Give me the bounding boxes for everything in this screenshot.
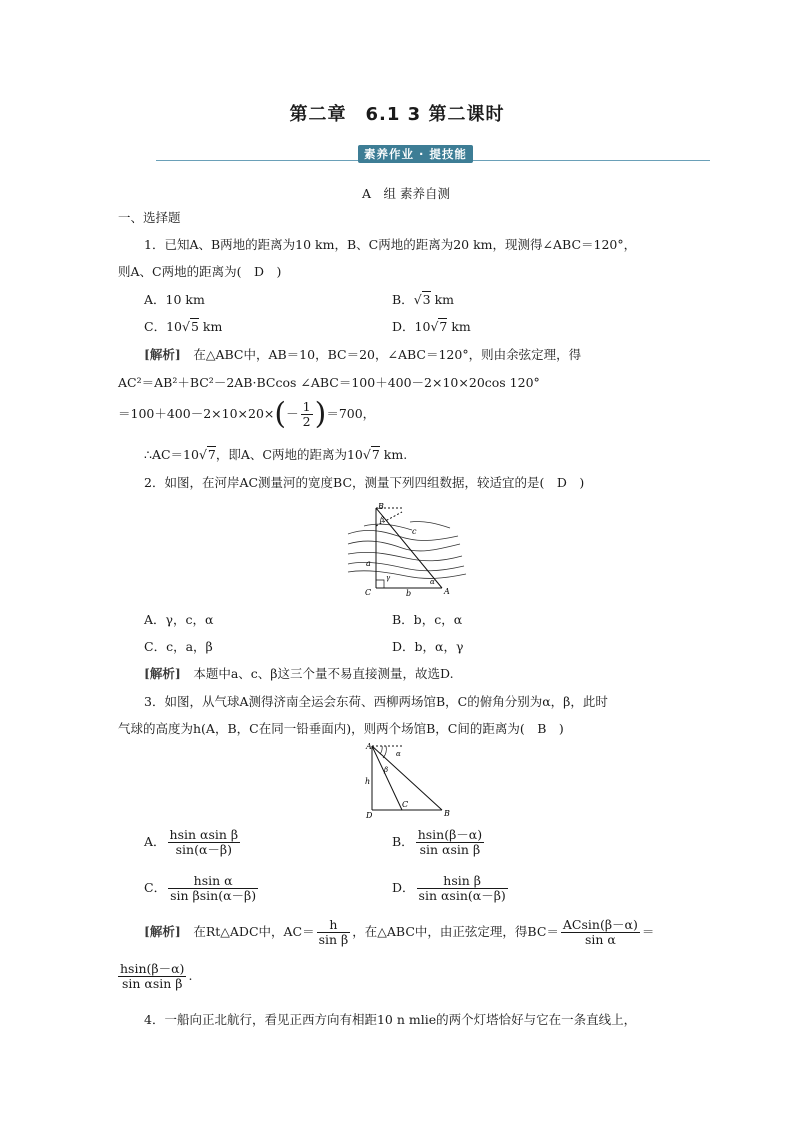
fig-label-A: A	[444, 587, 450, 596]
q3-option-b: B． $\frac{hsin(\beta-\alpha)}{\text{sin αsin β}}$	[392, 827, 483, 857]
q3-stem-line1: 3．如图，从气球A测得济南全运会东荷、西柳两场馆B，C的俯角分别为α，β，此时	[144, 694, 608, 709]
q2-option-c: C．c，a，β	[144, 639, 213, 654]
q2-solution: [解析] 本题中a、c、β这三个量不易直接测量，故选D.	[144, 666, 454, 681]
section-banner: 素养作业 · 提技能	[358, 145, 473, 163]
fig-label-a: a	[366, 559, 371, 568]
fig-label-b: b	[406, 589, 412, 598]
q1-solution-line1: [解析] 在△ABC中，AB＝10，BC＝20，∠ABC＝120°，则由余弦定理，得	[144, 347, 582, 362]
fig-label-gamma: γ	[386, 574, 391, 582]
q3-solution-line2: $\frac{hsin(\beta-\alpha)}{\text{sin αsin β}}$ .	[120, 961, 193, 991]
q1-option-d: D．10√7 km	[392, 319, 471, 334]
fig-label-h: h	[365, 777, 371, 786]
q4-stem: 4．一船向正北航行，看见正西方向有相距10 n mlie的两个灯塔恰好与它在一条直线上，	[144, 1012, 637, 1027]
q3-solution-line1: [解析] 在Rt△ADC中，AC＝ $\frac{h}{\text{sin β}}$ ，在△ABC中，由正弦定理，得BC＝ $\frac{ACsin(\beta-\alpha)}{\text{sin α}}$ ＝	[144, 917, 655, 947]
q1-stem-line1: 1．已知A、B两地的距离为10 km，B、C两地的距离为20 km，现测得∠ABC＝120°，	[144, 237, 637, 252]
q3-option-c: C． $\frac{\text{hsin α}}{\text{sin βsin(α－β)}}$	[144, 873, 257, 903]
fig-label-B: B	[444, 809, 450, 818]
page-title: 第二章 6.1 3 第二课时	[289, 104, 505, 125]
q1-solution-line3: ＝100＋400－2×10×20×(－ $\frac{1}{2}$ )＝700，	[118, 396, 376, 432]
fig-label-beta: β	[384, 766, 389, 774]
q1-stem-line2: 则A、C两地的距离为( D )	[118, 264, 282, 279]
q2-option-d: D．b，α，γ	[392, 639, 464, 654]
q1-solution-line2: AC²＝AB²＋BC²－2AB·BCcos ∠ABC＝100＋400－2×10×20cos 120°	[118, 375, 540, 390]
q1-solution-line4: ∴AC＝10√7，即A、C两地的距离为10√7 km.	[144, 447, 408, 462]
fig-label-C: C	[365, 588, 372, 597]
fig-label-A: A	[366, 742, 372, 751]
fig-label-beta: β	[380, 516, 385, 524]
part-heading: 一、选择题	[118, 210, 181, 225]
river-figure	[340, 500, 470, 600]
q2-option-a: A．γ，c，α	[144, 612, 214, 627]
fig-label-alpha: α	[430, 578, 435, 586]
q3-option-d: D． $\frac{\text{hsin β}}{\text{sin αsin(α－β)}}$	[392, 873, 506, 903]
fig-label-alpha: α	[396, 750, 401, 758]
group-heading: A 组 素养自测	[362, 186, 451, 201]
fig-label-C: C	[402, 800, 409, 809]
q3-option-a: A． $\frac{\text{hsin αsin β}}{\sin(\alpha-\beta)}$	[144, 827, 239, 857]
q2-stem: 2．如图，在河岸AC测量河的宽度BC，测量下列四组数据，较适宜的是( D )	[144, 475, 585, 490]
q1-option-b: B．√3 km	[392, 292, 455, 307]
q1-option-a: A．10 km	[144, 292, 205, 307]
q3-stem-line2: 气球的高度为h(A，B，C在同一铅垂面内)，则两个场馆B，C间的距离为( B )	[118, 721, 564, 736]
fig-label-D: D	[366, 811, 373, 820]
balloon-figure	[358, 740, 458, 820]
fig-label-B: B	[378, 502, 384, 511]
q1-option-c: C．10√5 km	[144, 319, 223, 334]
q2-option-b: B．b，c，α	[392, 612, 463, 627]
fig-label-c: c	[412, 527, 417, 536]
